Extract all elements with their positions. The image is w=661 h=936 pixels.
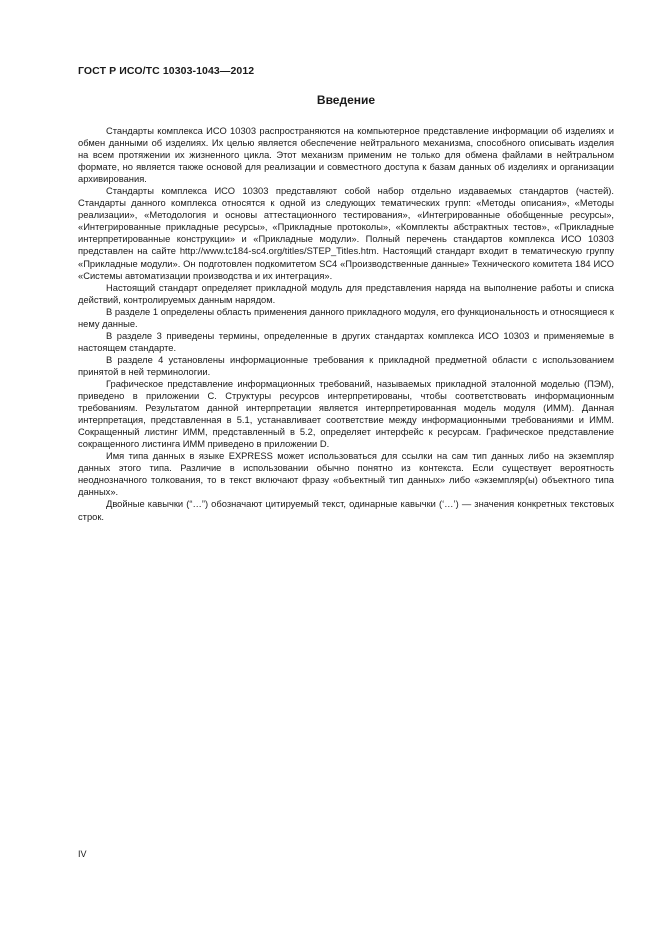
paragraph: Графическое представление информационных требований, называемых прикладной эталонной моделью (ПЭМ), приведено в приложении С. Структуры ресурсов интерпретированы, чтобы соответствовать информационным требованиям. Результатом данной интерпретации является интерпретированная модель модуля (ИММ). Данная интерпретация, представленная в 5.1, устанавливает соответствие между информационными требованиями и ИММ. Сокращенный листинг ИММ, представленный в 5.2, определяет интерфейс к ресурсам. Графическое представление сокращенного листинга ИММ приведено в приложении D. xyxy=(78,378,614,450)
section-body xyxy=(78,125,614,523)
paragraph: В разделе 3 приведены термины, определенные в других стандартах комплекса ИСО 10303 и применяемые в настоящем стандарте. xyxy=(78,330,614,353)
paragraph: Двойные кавычки (“…”) обозначают цитируемый текст, одинарные кавычки (‘…’) — значения конкретных текстовых строк. xyxy=(78,499,614,522)
page-number: IV xyxy=(78,849,87,859)
paragraph: Имя типа данных в языке EXPRESS может использоваться для ссылки на сам тип данных либо на экземпляр данных этого типа. Различие в использовании обычно понятно из контекста. Если существует вероятность неоднозначного толкования, то в текст включают фразу «объектный тип данных» либо «экземпляр(ы) объектного типа данных». xyxy=(78,451,614,498)
paragraph: В разделе 4 установлены информационные требования к прикладной предметной области с использованием принятой в ней терминологии. xyxy=(78,354,614,377)
paragraph: В разделе 1 определены область применения данного прикладного модуля, его функциональность и относящиеся к нему данные. xyxy=(78,306,614,329)
paragraph: Стандарты комплекса ИСО 10303 распространяются на компьютерное представление информации об изделиях и обмен данными об изделиях. Их целью является обеспечение нейтрального механизма, способного описывать изделия на всем протяжении их жизненного цикла. Этот механизм применим не только для обмена файлами в нейтральном формате, но является также основой для реализации и совместного доступа к базам данных об изделиях и организации архивирования. xyxy=(78,126,614,185)
paragraph: Настоящий стандарт определяет прикладной модуль для представления наряда на выполнение работы и списка действий, контролируемых данным нарядом. xyxy=(78,282,614,305)
section-title: Введение xyxy=(316,93,376,107)
document-header: ГОСТ Р ИСО/ТС 10303-1043—2012 xyxy=(78,65,255,77)
paragraph: Стандарты комплекса ИСО 10303 представляют собой набор отдельно издаваемых стандартов (частей). Стандарты данного комплекса относятся к одной из следующих тематических групп: «Методы описания», «Методы реализации», «Методология и основы аттестационного тестирования», «Интегрированные обобщенные ресурсы», «Интегрированные прикладные ресурсы», «Прикладные протоколы», «Комплекты абстрактных тестов», «Прикладные интерпретированные конструкции» и «Прикладные модули». Полный перечень стандартов комплекса ИСО 10303 представлен на сайте http://www.tc184-sc4.org/titles/STEP_Titles.htm. Настоящий стандарт входит в тематическую группу «Прикладные модули». Он подготовлен подкомитетом SC4 «Производственные данные» Технического комитета 184 ИСО «Системы автоматизации производства и их интеграция». xyxy=(78,186,614,281)
